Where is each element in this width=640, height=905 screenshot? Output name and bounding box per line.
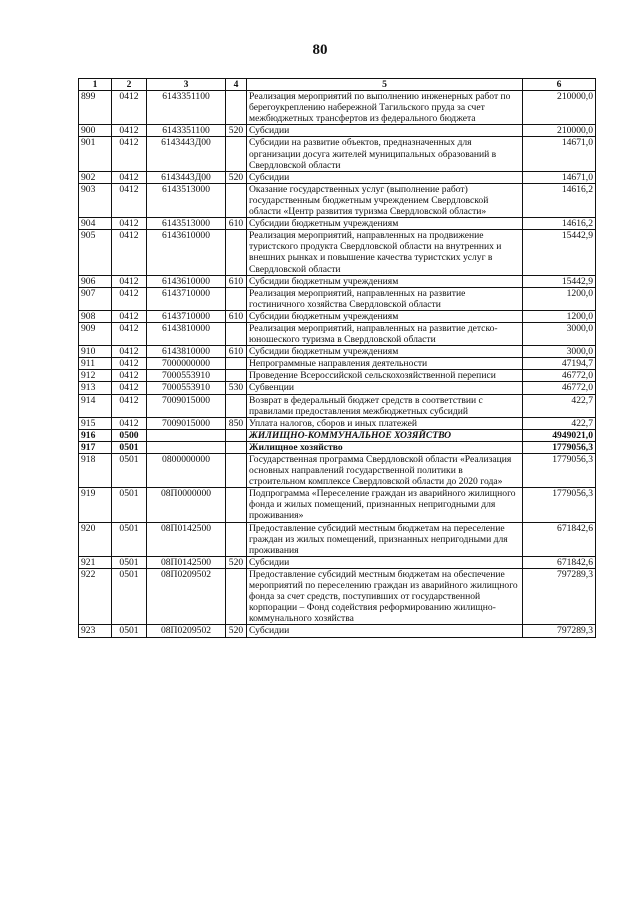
amount: 210000,0 bbox=[523, 91, 596, 125]
table-header-row bbox=[79, 79, 596, 91]
amount: 3000,0 bbox=[523, 346, 596, 358]
table-row bbox=[79, 346, 596, 358]
table-row bbox=[79, 230, 596, 275]
expense-type bbox=[226, 137, 247, 171]
amount: 4949021,0 bbox=[523, 429, 596, 441]
table-row bbox=[79, 370, 596, 382]
target-code: 0800000000 bbox=[147, 454, 226, 488]
row-number: 903 bbox=[79, 183, 112, 217]
table-row bbox=[79, 218, 596, 230]
section-code: 0501 bbox=[112, 568, 147, 624]
expense-type bbox=[226, 488, 247, 522]
amount: 47194,7 bbox=[523, 358, 596, 370]
amount: 14616,2 bbox=[523, 218, 596, 230]
target-code: 08П0000000 bbox=[147, 488, 226, 522]
table-row bbox=[79, 556, 596, 568]
item-name: Возврат в федеральный бюджет средств в соответствии с правилами предоставления межбюджетных субсидий bbox=[247, 394, 523, 417]
section-code: 0412 bbox=[112, 370, 147, 382]
amount: 671842,6 bbox=[523, 522, 596, 556]
expense-type bbox=[226, 394, 247, 417]
section-code: 0412 bbox=[112, 218, 147, 230]
table-row bbox=[79, 125, 596, 137]
row-number: 907 bbox=[79, 287, 112, 310]
section-code: 0412 bbox=[112, 382, 147, 394]
target-code: 7000000000 bbox=[147, 358, 226, 370]
row-number: 917 bbox=[79, 441, 112, 453]
item-name: Реализация мероприятий по выполнению инженерных работ по берегоукреплению набережной Тагильского пруда за счет межбюджетных трансфертов из федерального бюджета bbox=[247, 91, 523, 125]
section-code: 0501 bbox=[112, 625, 147, 637]
amount: 797289,3 bbox=[523, 625, 596, 637]
expense-type bbox=[226, 287, 247, 310]
expense-type: 520 bbox=[226, 171, 247, 183]
table-row bbox=[79, 522, 596, 556]
amount: 210000,0 bbox=[523, 125, 596, 137]
item-name: Подпрограмма «Переселение граждан из аварийного жилищного фонда и жилых помещений, признанных непригодными для проживания» bbox=[247, 488, 523, 522]
target-code bbox=[147, 441, 226, 453]
page-number: 80 bbox=[312, 42, 328, 58]
item-name: Субсидии бюджетным учреждениям bbox=[247, 218, 523, 230]
section-code: 0412 bbox=[112, 322, 147, 345]
row-number: 902 bbox=[79, 171, 112, 183]
header-col-5: 5 bbox=[247, 79, 523, 91]
target-code: 6143513000 bbox=[147, 218, 226, 230]
amount: 15442,9 bbox=[523, 230, 596, 275]
expense-type: 520 bbox=[226, 556, 247, 568]
table-row bbox=[79, 454, 596, 488]
target-code: 6143810000 bbox=[147, 322, 226, 345]
target-code: 6143810000 bbox=[147, 346, 226, 358]
target-code: 6143710000 bbox=[147, 310, 226, 322]
item-name: Субсидии на развитие объектов, предназначенных для организации досуга жителей муниципальных образований в Свердловской области bbox=[247, 137, 523, 171]
header-col-1: 1 bbox=[79, 79, 112, 91]
expense-type: 610 bbox=[226, 218, 247, 230]
section-code: 0412 bbox=[112, 171, 147, 183]
expense-type: 520 bbox=[226, 125, 247, 137]
item-name: Реализация мероприятий, направленных на продвижение туристского продукта Свердловской области на внутренних и внешних рынках и повышение качества туристских услуг в Свердловской области bbox=[247, 230, 523, 275]
row-number: 906 bbox=[79, 275, 112, 287]
expense-type bbox=[226, 454, 247, 488]
expense-type: 530 bbox=[226, 382, 247, 394]
section-code: 0412 bbox=[112, 183, 147, 217]
item-name: Предоставление субсидий местным бюджетам на обеспечение мероприятий по переселению граждан из аварийного жилищного фонда за счет средств, поступивших от государственной корпорации – Фонд содействия реформированию жилищно-коммунального хозяйства bbox=[247, 568, 523, 624]
table-row bbox=[79, 429, 596, 441]
expense-type bbox=[226, 183, 247, 217]
row-number: 918 bbox=[79, 454, 112, 488]
expense-type bbox=[226, 322, 247, 345]
row-number: 915 bbox=[79, 417, 112, 429]
table-row bbox=[79, 417, 596, 429]
row-number: 901 bbox=[79, 137, 112, 171]
table-row bbox=[79, 275, 596, 287]
section-code: 0412 bbox=[112, 91, 147, 125]
item-name: Реализация мероприятий, направленных на развитие детско-юношеского туризма в Свердловской области bbox=[247, 322, 523, 345]
target-code: 7009015000 bbox=[147, 417, 226, 429]
target-code: 08П0209502 bbox=[147, 625, 226, 637]
table-row bbox=[79, 568, 596, 624]
table-row bbox=[79, 171, 596, 183]
amount: 3000,0 bbox=[523, 322, 596, 345]
row-number: 921 bbox=[79, 556, 112, 568]
target-code: 6143610000 bbox=[147, 230, 226, 275]
row-number: 900 bbox=[79, 125, 112, 137]
expense-type bbox=[226, 358, 247, 370]
target-code: 7009015000 bbox=[147, 394, 226, 417]
amount: 15442,9 bbox=[523, 275, 596, 287]
amount: 1200,0 bbox=[523, 287, 596, 310]
item-name: Субсидии bbox=[247, 625, 523, 637]
target-code: 08П0142500 bbox=[147, 522, 226, 556]
amount: 422,7 bbox=[523, 417, 596, 429]
row-number: 920 bbox=[79, 522, 112, 556]
item-name: Государственная программа Свердловской области «Реализация основных направлений государственной политики в строительном комплексе Свердловской области до 2020 года» bbox=[247, 454, 523, 488]
target-code: 6143443Д00 bbox=[147, 171, 226, 183]
amount: 422,7 bbox=[523, 394, 596, 417]
item-name: Оказание государственных услуг (выполнение работ) государственным бюджетным учреждением Свердловской области «Центр развития туризма Свердловской области» bbox=[247, 183, 523, 217]
item-name: Субвенции bbox=[247, 382, 523, 394]
amount: 1779056,3 bbox=[523, 441, 596, 453]
section-code: 0412 bbox=[112, 394, 147, 417]
target-code: 6143513000 bbox=[147, 183, 226, 217]
header-col-6: 6 bbox=[523, 79, 596, 91]
section-code: 0501 bbox=[112, 454, 147, 488]
amount: 14671,0 bbox=[523, 137, 596, 171]
row-number: 916 bbox=[79, 429, 112, 441]
expense-type bbox=[226, 370, 247, 382]
expense-type bbox=[226, 91, 247, 125]
section-code: 0412 bbox=[112, 137, 147, 171]
amount: 1779056,3 bbox=[523, 454, 596, 488]
row-number: 911 bbox=[79, 358, 112, 370]
expense-type: 610 bbox=[226, 346, 247, 358]
item-name: Субсидии bbox=[247, 556, 523, 568]
amount: 46772,0 bbox=[523, 370, 596, 382]
section-code: 0412 bbox=[112, 346, 147, 358]
section-code: 0412 bbox=[112, 275, 147, 287]
table-row bbox=[79, 137, 596, 171]
item-name: Субсидии бюджетным учреждениям bbox=[247, 310, 523, 322]
row-number: 908 bbox=[79, 310, 112, 322]
item-name: Жилищное хозяйство bbox=[247, 441, 523, 453]
section-code: 0412 bbox=[112, 358, 147, 370]
item-name: Субсидии bbox=[247, 171, 523, 183]
section-code: 0501 bbox=[112, 488, 147, 522]
expense-type: 520 bbox=[226, 625, 247, 637]
table-row bbox=[79, 441, 596, 453]
expense-type bbox=[226, 230, 247, 275]
row-number: 909 bbox=[79, 322, 112, 345]
row-number: 904 bbox=[79, 218, 112, 230]
expense-type: 850 bbox=[226, 417, 247, 429]
row-number: 919 bbox=[79, 488, 112, 522]
target-code: 6143610000 bbox=[147, 275, 226, 287]
row-number: 922 bbox=[79, 568, 112, 624]
expense-type: 610 bbox=[226, 275, 247, 287]
amount: 797289,3 bbox=[523, 568, 596, 624]
amount: 46772,0 bbox=[523, 382, 596, 394]
row-number: 899 bbox=[79, 91, 112, 125]
table-row bbox=[79, 394, 596, 417]
expense-type: 610 bbox=[226, 310, 247, 322]
budget-table bbox=[78, 78, 596, 638]
item-name: Реализация мероприятий, направленных на развитие гостиничного хозяйства Свердловской области bbox=[247, 287, 523, 310]
item-name: Субсидии bbox=[247, 125, 523, 137]
target-code bbox=[147, 429, 226, 441]
table-row bbox=[79, 358, 596, 370]
table-row bbox=[79, 322, 596, 345]
row-number: 910 bbox=[79, 346, 112, 358]
table-row bbox=[79, 310, 596, 322]
header-col-4: 4 bbox=[226, 79, 247, 91]
section-code: 0412 bbox=[112, 417, 147, 429]
amount: 671842,6 bbox=[523, 556, 596, 568]
item-name: ЖИЛИЩНО-КОММУНАЛЬНОЕ ХОЗЯЙСТВО bbox=[247, 429, 523, 441]
row-number: 914 bbox=[79, 394, 112, 417]
section-code: 0501 bbox=[112, 522, 147, 556]
target-code: 6143351100 bbox=[147, 91, 226, 125]
amount: 1779056,3 bbox=[523, 488, 596, 522]
row-number: 905 bbox=[79, 230, 112, 275]
target-code: 08П0142500 bbox=[147, 556, 226, 568]
header-col-3: 3 bbox=[147, 79, 226, 91]
table-row bbox=[79, 488, 596, 522]
section-code: 0500 bbox=[112, 429, 147, 441]
amount: 1200,0 bbox=[523, 310, 596, 322]
section-code: 0412 bbox=[112, 125, 147, 137]
target-code: 6143710000 bbox=[147, 287, 226, 310]
item-name: Уплата налогов, сборов и иных платежей bbox=[247, 417, 523, 429]
table-body bbox=[79, 91, 596, 637]
amount: 14671,0 bbox=[523, 171, 596, 183]
target-code: 6143443Д00 bbox=[147, 137, 226, 171]
section-code: 0501 bbox=[112, 441, 147, 453]
row-number: 913 bbox=[79, 382, 112, 394]
table-row bbox=[79, 183, 596, 217]
target-code: 7000553910 bbox=[147, 382, 226, 394]
target-code: 08П0209502 bbox=[147, 568, 226, 624]
header-col-2: 2 bbox=[112, 79, 147, 91]
table-row bbox=[79, 625, 596, 637]
row-number: 912 bbox=[79, 370, 112, 382]
item-name: Субсидии бюджетным учреждениям bbox=[247, 346, 523, 358]
table-row bbox=[79, 287, 596, 310]
item-name: Предоставление субсидий местным бюджетам на переселение граждан из жилых помещений, признанных непригодными для проживания bbox=[247, 522, 523, 556]
section-code: 0412 bbox=[112, 287, 147, 310]
table-row bbox=[79, 91, 596, 125]
row-number: 923 bbox=[79, 625, 112, 637]
target-code: 7000553910 bbox=[147, 370, 226, 382]
section-code: 0412 bbox=[112, 310, 147, 322]
amount: 14616,2 bbox=[523, 183, 596, 217]
section-code: 0412 bbox=[112, 230, 147, 275]
expense-type bbox=[226, 429, 247, 441]
item-name: Субсидии бюджетным учреждениям bbox=[247, 275, 523, 287]
target-code: 6143351100 bbox=[147, 125, 226, 137]
expense-type bbox=[226, 441, 247, 453]
item-name: Непрограммные направления деятельности bbox=[247, 358, 523, 370]
section-code: 0501 bbox=[112, 556, 147, 568]
expense-type bbox=[226, 568, 247, 624]
table-row bbox=[79, 382, 596, 394]
expense-type bbox=[226, 522, 247, 556]
item-name: Проведение Всероссийской сельскохозяйственной переписи bbox=[247, 370, 523, 382]
